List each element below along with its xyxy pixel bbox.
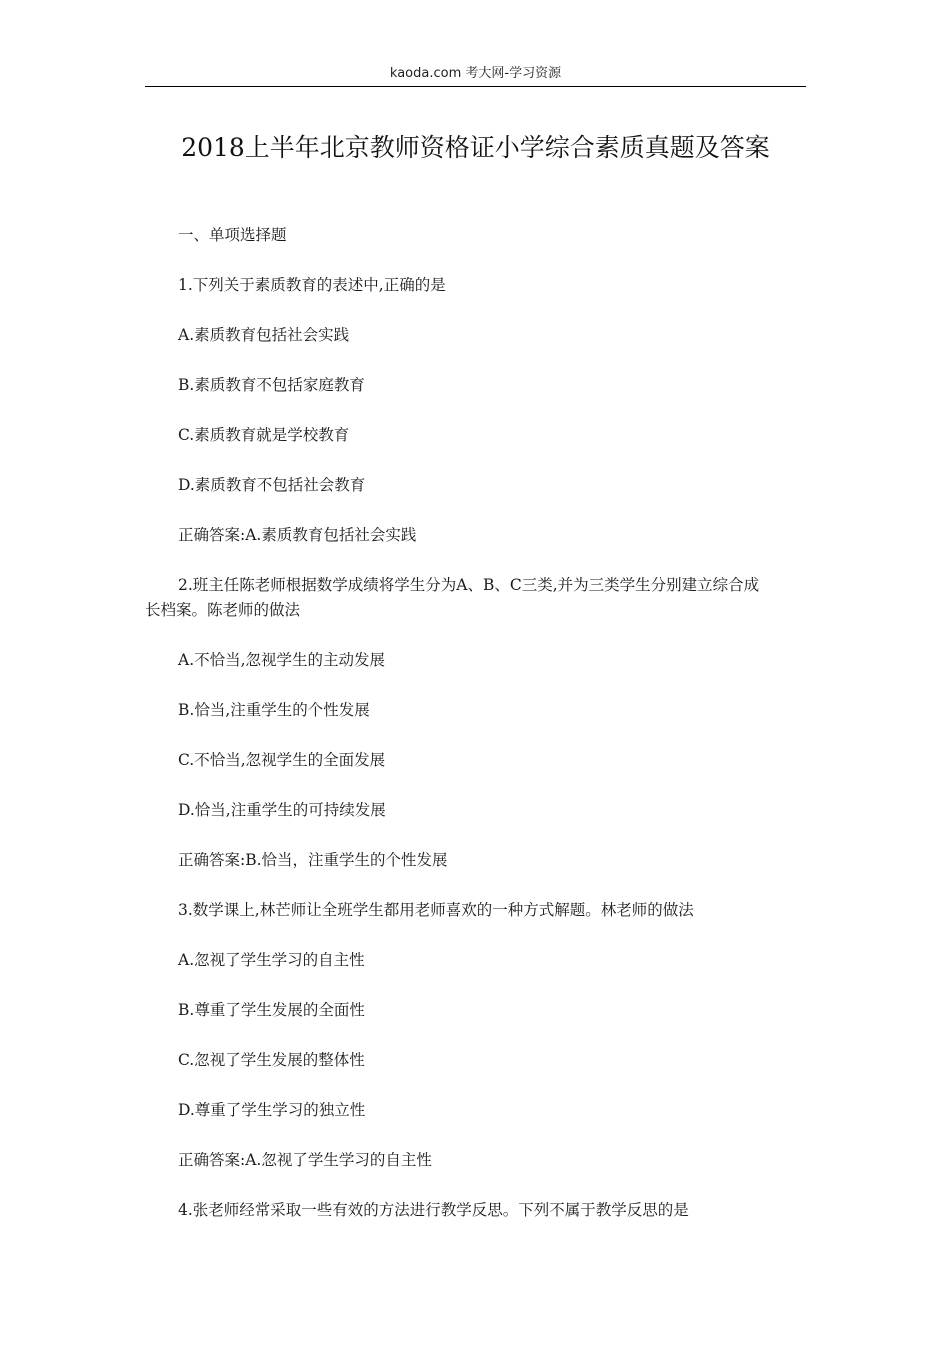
question-3-option-c: C.忽视了学生发展的整体性	[178, 1051, 365, 1069]
question-3-option-b: B.尊重了学生发展的全面性	[178, 1001, 365, 1019]
question-3-stem: 3.数学课上,林芒师让全班学生都用老师喜欢的一种方式解题。林老师的做法	[178, 901, 694, 919]
question-2-stem-line-2: 长档案。陈老师的做法	[145, 601, 301, 619]
question-2-stem-line-1: 2.班主任陈老师根据数学成绩将学生分为A、B、C三类,并为三类学生分别建立综合成	[178, 576, 760, 594]
question-1-option-c: C.素质教育就是学校教育	[178, 426, 350, 444]
question-2-option-b: B.恰当,注重学生的个性发展	[178, 701, 370, 719]
question-3-option-a: A.忽视了学生学习的自主性	[178, 951, 365, 969]
question-2-stem	[145, 573, 806, 623]
question-1-answer: 正确答案:A.素质教育包括社会实践	[178, 526, 417, 544]
question-2-answer: 正确答案:B.恰当，注重学生的个性发展	[178, 851, 448, 869]
question-3-answer: 正确答案:A.忽视了学生学习的自主性	[178, 1151, 432, 1169]
question-1-option-d: D.素质教育不包括社会教育	[178, 476, 366, 494]
question-1-stem: 1.下列关于素质教育的表述中,正确的是	[178, 276, 446, 294]
document-title: 2018上半年北京教师资格证小学综合素质真题及答案	[181, 133, 770, 162]
question-1-option-a: A.素质教育包括社会实践	[178, 326, 350, 344]
question-2-option-a: A.不恰当,忽视学生的主动发展	[178, 651, 386, 669]
question-2-option-c: C.不恰当,忽视学生的全面发展	[178, 751, 386, 769]
question-2-option-d: D.恰当,注重学生的可持续发展	[178, 801, 386, 819]
question-3-option-d: D.尊重了学生学习的独立性	[178, 1101, 366, 1119]
section-heading: 一、单项选择题	[178, 226, 287, 244]
header-text: kaoda.com 考大网-学习资源	[389, 66, 562, 81]
page-header	[145, 64, 806, 87]
question-1-option-b: B.素质教育不包括家庭教育	[178, 376, 365, 394]
question-4-stem: 4.张老师经常采取一些有效的方法进行教学反思。下列不属于教学反思的是	[178, 1201, 689, 1219]
